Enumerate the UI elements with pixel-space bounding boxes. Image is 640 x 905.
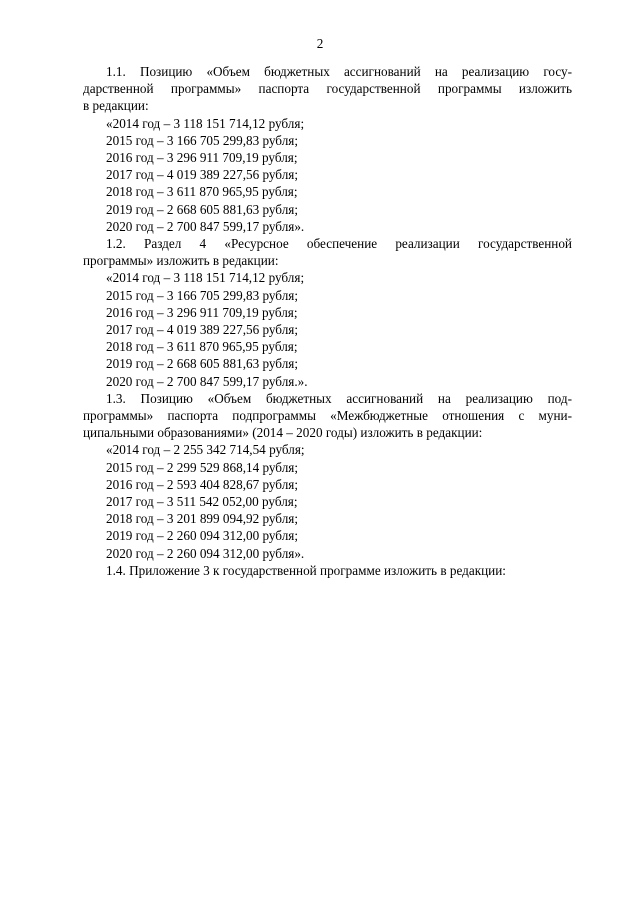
page-number: 2 bbox=[316, 36, 324, 51]
section-1-4 bbox=[83, 562, 572, 579]
paragraph-line: 1.4. Приложение 3 к государственной программе изложить в редакции: bbox=[106, 562, 506, 578]
amount-line: 2020 год – 2 260 094 312,00 рубля». bbox=[106, 545, 305, 561]
paragraph-line: в редакции: bbox=[83, 98, 149, 114]
amount-line: 2016 год – 3 296 911 709,19 рубля; bbox=[106, 304, 298, 320]
amount-line: «2014 год – 3 118 151 714,12 рубля; bbox=[106, 115, 305, 131]
section-1-3 bbox=[83, 390, 572, 562]
paragraph-line: ципальными образованиями» (2014 – 2020 годы) изложить в редакции: bbox=[83, 425, 483, 441]
amount-line: «2014 год – 2 255 342 714,54 рубля; bbox=[106, 442, 305, 458]
amount-line: 2015 год – 3 166 705 299,83 рубля; bbox=[106, 287, 299, 303]
paragraph-line: программы» изложить в редакции: bbox=[83, 253, 279, 269]
paragraph-line: 1.1. Позицию «Объем бюджетных ассигнований на реализацию госу- bbox=[106, 64, 572, 79]
paragraph-line: дарственной программы» паспорта государственной программы изложить bbox=[83, 81, 572, 97]
section-1-2 bbox=[83, 235, 572, 390]
amount-line: 2019 год – 2 668 605 881,63 рубля; bbox=[106, 356, 299, 372]
amount-line: 2016 год – 2 593 404 828,67 рубля; bbox=[106, 476, 299, 492]
amount-line: 2017 год – 4 019 389 227,56 рубля; bbox=[106, 322, 299, 338]
amount-line: 2016 год – 3 296 911 709,19 рубля; bbox=[106, 150, 298, 166]
amount-line: 2018 год – 3 201 899 094,92 рубля; bbox=[106, 511, 299, 527]
amount-line: 2017 год – 4 019 389 227,56 рубля; bbox=[106, 167, 299, 183]
paragraph-line: программы» паспорта подпрограммы «Межбюджетные отношения с муни- bbox=[83, 408, 572, 424]
amount-line: 2015 год – 2 299 529 868,14 рубля; bbox=[106, 459, 299, 475]
section-1-1 bbox=[83, 63, 572, 235]
amount-line: 2017 год – 3 511 542 052,00 рубля; bbox=[106, 494, 298, 510]
amount-list bbox=[83, 441, 572, 561]
document-body bbox=[83, 63, 572, 579]
amount-line: 2015 год – 3 166 705 299,83 рубля; bbox=[106, 132, 299, 148]
amount-line: 2019 год – 2 260 094 312,00 рубля; bbox=[106, 528, 299, 544]
amount-line: 2018 год – 3 611 870 965,95 рубля; bbox=[106, 339, 298, 355]
amount-line: 2019 год – 2 668 605 881,63 рубля; bbox=[106, 201, 299, 217]
amount-line: 2020 год – 2 700 847 599,17 рубля.». bbox=[106, 373, 308, 389]
paragraph-line: 1.3. Позицию «Объем бюджетных ассигнований на реализацию под- bbox=[106, 390, 572, 406]
amount-list bbox=[83, 115, 572, 235]
amount-line: 2020 год – 2 700 847 599,17 рубля». bbox=[106, 218, 305, 234]
amount-line: «2014 год – 3 118 151 714,12 рубля; bbox=[106, 270, 305, 286]
amount-list bbox=[83, 269, 572, 389]
amount-line: 2018 год – 3 611 870 965,95 рубля; bbox=[106, 184, 298, 200]
paragraph-line: 1.2. Раздел 4 «Ресурсное обеспечение реализации государственной bbox=[106, 236, 572, 252]
